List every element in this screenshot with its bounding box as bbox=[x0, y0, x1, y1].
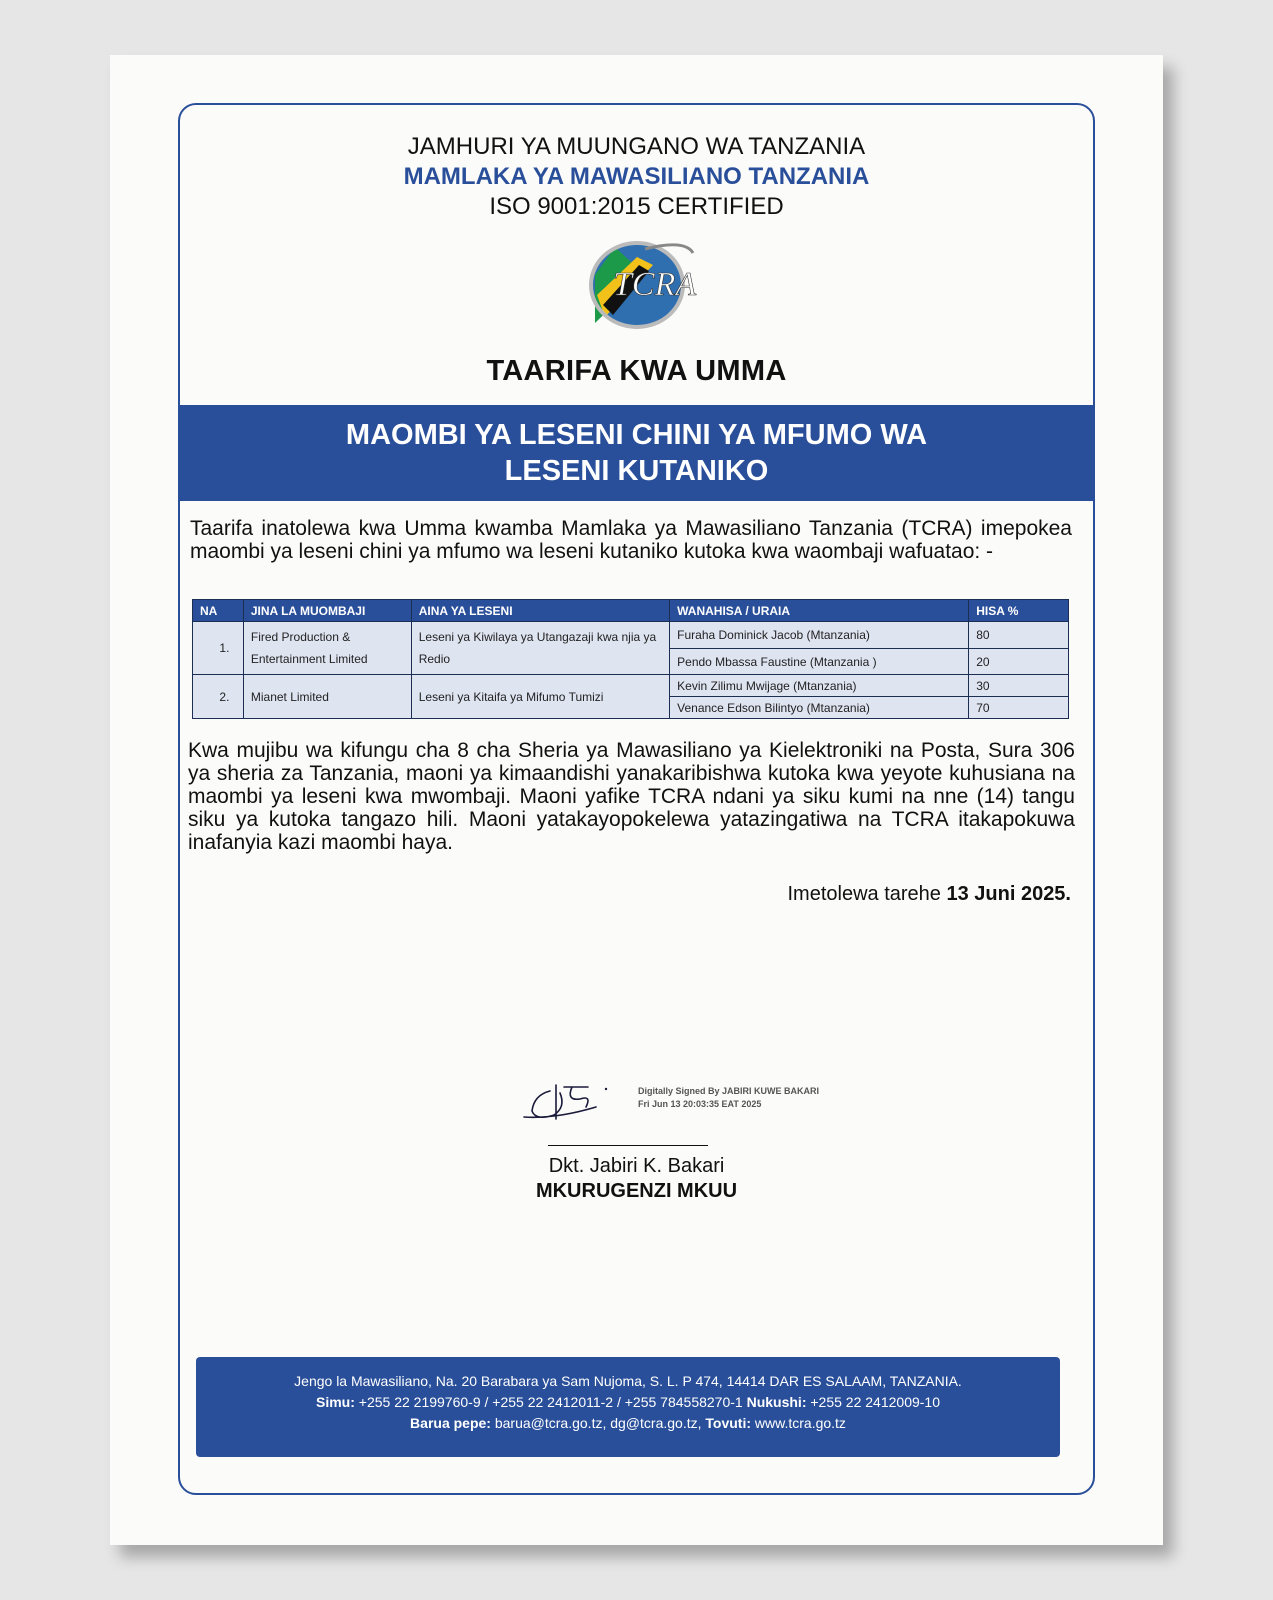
email-label: Barua pepe: bbox=[410, 1415, 491, 1431]
footer-phones bbox=[196, 1392, 1060, 1413]
date-prefix: Imetolewa tarehe bbox=[787, 883, 941, 905]
col-header-license: AINA YA LESENI bbox=[411, 600, 669, 622]
share-percent: 80 bbox=[969, 622, 1069, 649]
web-label: Tovuti: bbox=[705, 1415, 752, 1431]
issue-date bbox=[787, 883, 1071, 906]
col-header-na: NA bbox=[193, 600, 244, 622]
digital-signature-note bbox=[638, 1085, 819, 1111]
iso-certification: ISO 9001:2015 CERTIFIED bbox=[489, 193, 784, 220]
document-frame bbox=[178, 103, 1095, 1495]
body-paragraph: Kwa mujibu wa kifungu cha 8 cha Sheria ya Mawasiliano ya Kielektroniki na Posta, Sura 306 ya sheria za Tanzania, maoni ya kimaandishi yanakaribishwa kutoka kwa yeyote kuhusiana na maombi ya leseni kwa mwombaji. Maoni yafike TCRA ndani ya siku kumi na nne (14) tangu siku ya kutoka tangazo hili. Maoni yatakayopokelewa yatazingatiwa na TCRA itakapokuwa inafanyia kazi maombi haya. bbox=[188, 739, 1075, 854]
shareholder-name: Venance Edson Bilintyo (Mtanzania) bbox=[670, 697, 969, 719]
notice-title: TAARIFA KWA UMMA bbox=[486, 355, 787, 387]
share-percent: 20 bbox=[969, 649, 1069, 675]
applicant-name: Fired Production & Entertainment Limited bbox=[243, 622, 411, 675]
authority-heading: MAMLAKA YA MAWASILIANO TANZANIA bbox=[403, 163, 870, 190]
contact-footer bbox=[196, 1357, 1060, 1457]
row-number: 2. bbox=[193, 675, 244, 719]
footer-address: Jengo la Mawasiliano, Na. 20 Barabara ya Sam Nujoma, S. L. P 474, 14414 DAR ES SALAAM, TANZANIA. bbox=[294, 1373, 962, 1389]
signature-line bbox=[548, 1145, 708, 1146]
table-row bbox=[193, 622, 1069, 649]
digital-signature-time: Fri Jun 13 20:03:35 EAT 2025 bbox=[638, 1099, 762, 1109]
row-number: 1. bbox=[193, 622, 244, 675]
band-line-2: LESENI KUTANIKO bbox=[504, 455, 769, 487]
shareholder-name: Pendo Mbassa Faustine (Mtanzania ) bbox=[670, 649, 969, 675]
band-line-1: MAOMBI YA LESENI CHINI YA MFUMO WA bbox=[345, 419, 928, 451]
document-sheet bbox=[110, 55, 1163, 1545]
fax-number: +255 22 2412009-10 bbox=[810, 1394, 940, 1410]
col-header-shareholders: WANAHISA / URAIA bbox=[670, 600, 969, 622]
email-addresses[interactable]: barua@tcra.go.tz, dg@tcra.go.tz, bbox=[494, 1415, 702, 1431]
fax-label: Nukushi: bbox=[746, 1394, 807, 1410]
tcra-logo bbox=[575, 235, 705, 331]
license-type: Leseni ya Kitaifa ya Mifumo Tumizi bbox=[411, 675, 669, 719]
col-header-share: HISA % bbox=[969, 600, 1069, 622]
footer-online bbox=[196, 1413, 1060, 1434]
handwritten-signature bbox=[516, 1077, 626, 1127]
digital-signature-by: Digitally Signed By JABIRI KUWE BAKARI bbox=[638, 1086, 820, 1096]
license-type: Leseni ya Kiwilaya ya Utangazaji kwa njia ya Redio bbox=[411, 622, 669, 675]
applicant-name: Mianet Limited bbox=[243, 675, 411, 719]
share-percent: 30 bbox=[969, 675, 1069, 697]
republic-heading: JAMHURI YA MUUNGANO WA TANZANIA bbox=[407, 133, 866, 160]
table-row bbox=[193, 675, 1069, 697]
shareholder-name: Furaha Dominick Jacob (Mtanzania) bbox=[670, 622, 969, 649]
col-header-applicant: JINA LA MUOMBAJI bbox=[243, 600, 411, 622]
shareholder-name: Kevin Zilimu Mwijage (Mtanzania) bbox=[670, 675, 969, 697]
phone-label: Simu: bbox=[316, 1394, 355, 1410]
logo-text: TCRA bbox=[613, 266, 697, 303]
notice-band bbox=[180, 405, 1093, 501]
website-link[interactable]: www.tcra.go.tz bbox=[754, 1415, 846, 1431]
phone-numbers: +255 22 2199760-9 / +255 22 2412011-2 / +255 784558270-1 bbox=[358, 1394, 743, 1410]
intro-paragraph: Taarifa inatolewa kwa Umma kwamba Mamlaka ya Mawasiliano Tanzania (TCRA) imepokea maombi ya leseni chini ya mfumo wa leseni kutaniko kutoka kwa waombaji wafuatao: - bbox=[190, 517, 1072, 563]
table-header-row bbox=[193, 600, 1069, 622]
share-percent: 70 bbox=[969, 697, 1069, 719]
date-value: 13 Juni 2025. bbox=[946, 883, 1071, 905]
applicants-table bbox=[192, 599, 1069, 719]
signatory-name: Dkt. Jabiri K. Bakari bbox=[548, 1155, 725, 1177]
signatory-title: MKURUGENZI MKUU bbox=[535, 1180, 738, 1202]
